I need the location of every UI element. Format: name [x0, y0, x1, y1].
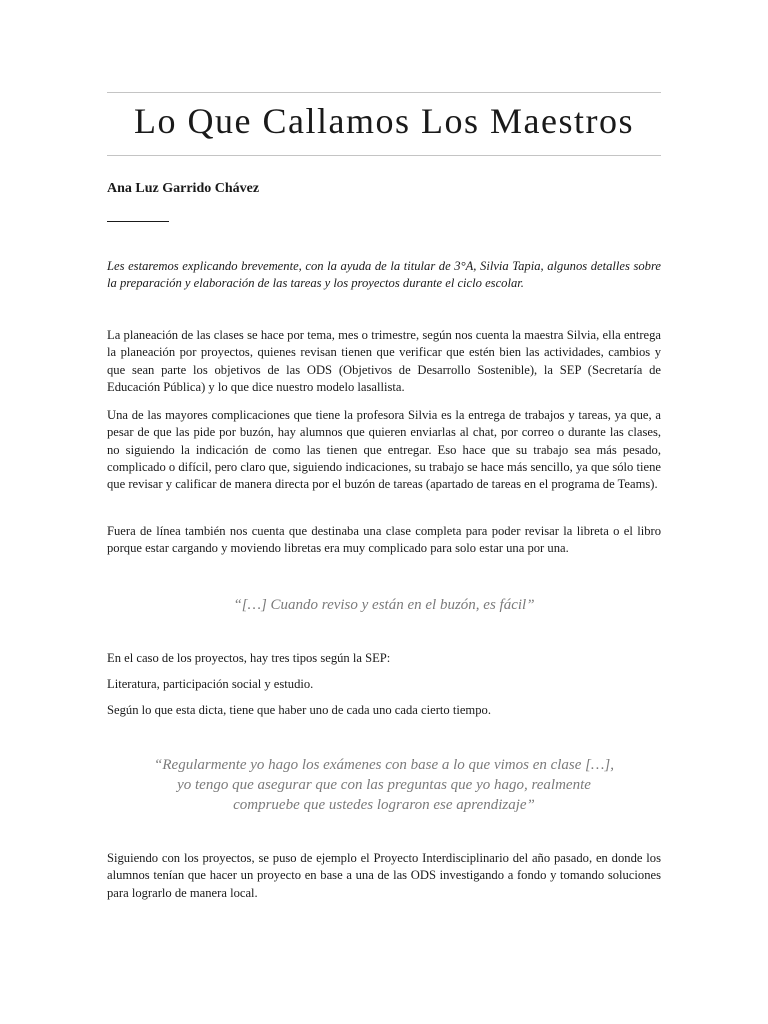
author-underline: [107, 221, 169, 222]
document-title: Lo Que Callamos Los Maestros: [134, 101, 634, 141]
author-name: Ana Luz Garrido Chávez: [107, 181, 260, 196]
pull-quote-2-line-1: “Regularmente yo hago los exámenes con base a lo que vimos en clase […],: [154, 757, 614, 773]
body-paragraph-2: Una de las mayores complicaciones que tiene la profesora Silvia es la entrega de trabajos y tareas, ya que, a pesar de que las pide por buzón, hay alumnos que quieren enviarlas al chat, por correo o durante las clases, no siguiendo la indicación de como las tienen que entregar. Eso hace que su trabajo sea más pesado, complicado o difícil, pero claro que, siguiendo indicaciones, su trabajo se hace más sencillo, ya que sólo tiene que revisar y calificar de manera directa por el buzón de tareas (apartado de tareas en el programa de Teams).: [107, 408, 661, 492]
body-paragraph-1: La planeación de las clases se hace por tema, mes o trimestre, según nos cuenta la maestra Silvia, ella entrega la planeación por proyectos, quienes revisan tienen que verificar que estén bien las actividades, cambios y que sean parte los objetivos de las ODS (Objetivos de Desarrollo Sostenible), la SEP (Secretaría de Educación Pública) y lo que dice nuestro modelo lasallista.: [107, 328, 661, 394]
body-paragraph-6: Según lo que esta dicta, tiene que haber uno de cada uno cada cierto tiempo.: [107, 703, 491, 717]
title-bottom-rule: [107, 155, 661, 156]
intro-paragraph: Les estaremos explicando brevemente, con la ayuda de la titular de 3°A, Silvia Tapia, algunos detalles sobre la preparación y elaboración de las tareas y los proyectos durante el ciclo escolar.: [107, 259, 661, 291]
pull-quote-2-line-2: yo tengo que asegurar que con las preguntas que yo hago, realmente: [177, 777, 591, 793]
pull-quote-2-line-3: compruebe que ustedes lograron ese aprendizaje”: [233, 797, 535, 813]
title-top-rule: [107, 92, 661, 93]
body-paragraph-4: En el caso de los proyectos, hay tres tipos según la SEP:: [107, 651, 391, 665]
body-paragraph-5: Literatura, participación social y estudio.: [107, 677, 314, 691]
body-paragraph-7: Siguiendo con los proyectos, se puso de ejemplo el Proyecto Interdisciplinario del año pasado, en donde los alumnos tenían que hacer un proyecto en base a una de las ODS investigando a fondo y tomando soluciones para lograrlo de manera local.: [107, 851, 661, 900]
body-paragraph-3: Fuera de línea también nos cuenta que destinaba una clase completa para poder revisar la libreta o el libro porque estar cargando y moviendo libretas era muy complicado para solo estar una por una.: [107, 524, 661, 556]
pull-quote-2: [107, 755, 661, 815]
pull-quote-1: “[…] Cuando reviso y están en el buzón, es fácil”: [233, 597, 535, 613]
